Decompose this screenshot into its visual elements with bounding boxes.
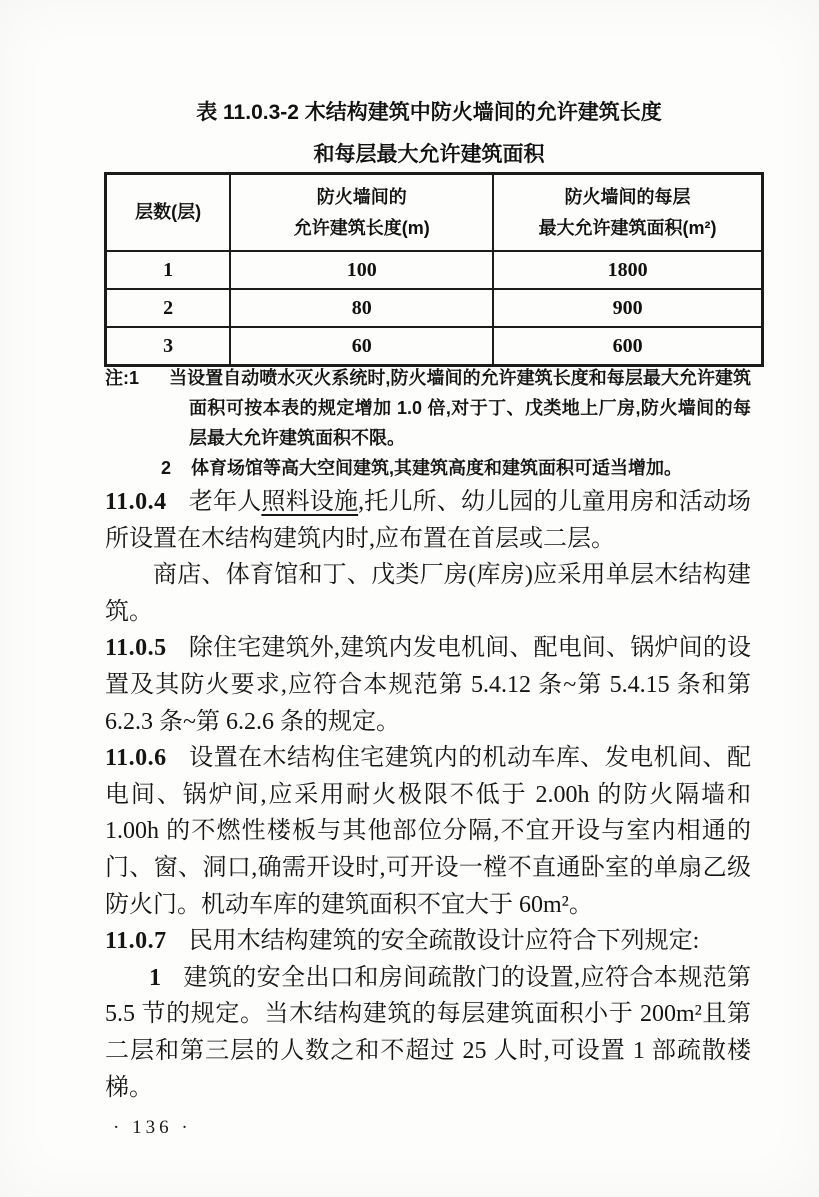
header-length-line2: 允许建筑长度(m): [293, 217, 430, 238]
header-floors-label: 层数(层): [135, 202, 202, 222]
note-label: 注:1: [105, 368, 140, 388]
clause-11-0-7: [105, 923, 751, 960]
cell-length: 60: [230, 327, 493, 366]
item-text: 建筑的安全出口和房间疏散门的设置,应符合本规范第 5.5 节的规定。当木结构建筑的每层建筑面积小于 200m²且第二层和第三层的人数之和不超过 25 人时,可设置 1 部疏散楼梯。: [105, 964, 751, 1101]
clause-number: 11.0.4: [105, 489, 167, 515]
clause-11-0-5: [105, 630, 751, 740]
header-floors: [106, 174, 231, 252]
clause-text: 民用木结构建筑的安全疏散设计应符合下列规定:: [188, 928, 700, 955]
note-2-text: 体育场馆等高大空间建筑,其建筑高度和建筑面积可适当增加。: [191, 458, 683, 478]
clause-text: 设置在木结构住宅建筑内的机动车库、发电机间、配电间、锅炉间,应采用耐火极限不低于 2.00h 的防火隔墙和 1.00h 的不燃性楼板与其他部位分隔,不宜开设与室内相通的门、窗、洞口,确需开设时,可开设一樘不直通卧室的单扇乙级防火门。机动车库的建筑面积不宜大于 60m²。: [105, 745, 751, 918]
clause-11-0-6: [105, 740, 751, 923]
page-number: · 136 ·: [113, 1117, 192, 1138]
cell-floors: 3: [106, 327, 231, 366]
clause-number: 11.0.6: [105, 745, 167, 772]
cell-area: 600: [493, 327, 762, 366]
cell-area: 900: [493, 289, 762, 327]
clause-11-0-4-paragraph-2: 商店、体育馆和丁、戊类厂房(库房)应采用单层木结构建筑。: [105, 562, 751, 625]
clause-body: [105, 484, 751, 1106]
clause-11-0-4: [105, 484, 751, 557]
table-title: [105, 92, 753, 176]
table-header: [106, 174, 763, 252]
cell-area: 1800: [493, 251, 762, 289]
note-2-number: 2: [161, 458, 172, 478]
note-1-text: 当设置自动喷水灭火系统时,防火墙间的允许建筑长度和每层最大允许建筑面积可按本表的规定增加 1.0 倍,对于丁、戊类地上厂房,防火墙间的每层最大允许建筑面积不限。: [169, 368, 751, 448]
clause-number: 11.0.5: [105, 635, 167, 662]
clause-text: ,托儿所、幼儿园的儿童用房和活动场所设置在木结构建筑内时,应布置在首层或二层。: [105, 489, 751, 552]
table-row: [106, 289, 763, 327]
table-title-line1: 表 11.0.3-2 木结构建筑中防火墙间的允许建筑长度: [196, 101, 662, 124]
header-area-line2: 最大允许建筑面积(m²): [538, 217, 717, 238]
item-number: 1: [149, 964, 161, 991]
cell-length: 80: [230, 289, 493, 327]
clause-11-0-7-item-1: [105, 960, 751, 1106]
table-body: [106, 251, 763, 366]
table-header-row: [106, 174, 763, 252]
table-notes: [105, 363, 751, 483]
clause-text: 除住宅建筑外,建筑内发电机间、配电间、锅炉间的设置及其防火要求,应符合本规范第 5.4.12 条~第 5.4.15 条和第 6.2.3 条~第 6.2.6 条的规定。: [105, 635, 751, 735]
clause-number: 11.0.7: [105, 928, 167, 955]
fire-separation-table: [104, 172, 764, 367]
table-title-line2: 和每层最大允许建筑面积: [313, 143, 545, 166]
note-2: [105, 453, 751, 483]
header-area-line1: 防火墙间的每层: [564, 186, 691, 207]
cell-length: 100: [230, 251, 493, 289]
header-length-line1: 防火墙间的: [316, 186, 407, 207]
header-allowed-length: [230, 174, 493, 252]
header-max-area: [493, 174, 762, 252]
table-row: [106, 327, 763, 366]
table-row: [106, 251, 763, 289]
clause-text-underlined: 照料设施: [261, 489, 359, 515]
note-1: [105, 363, 751, 453]
cell-floors: 2: [106, 289, 231, 327]
cell-floors: 1: [106, 251, 231, 289]
clause-text: 老年人: [188, 489, 262, 515]
